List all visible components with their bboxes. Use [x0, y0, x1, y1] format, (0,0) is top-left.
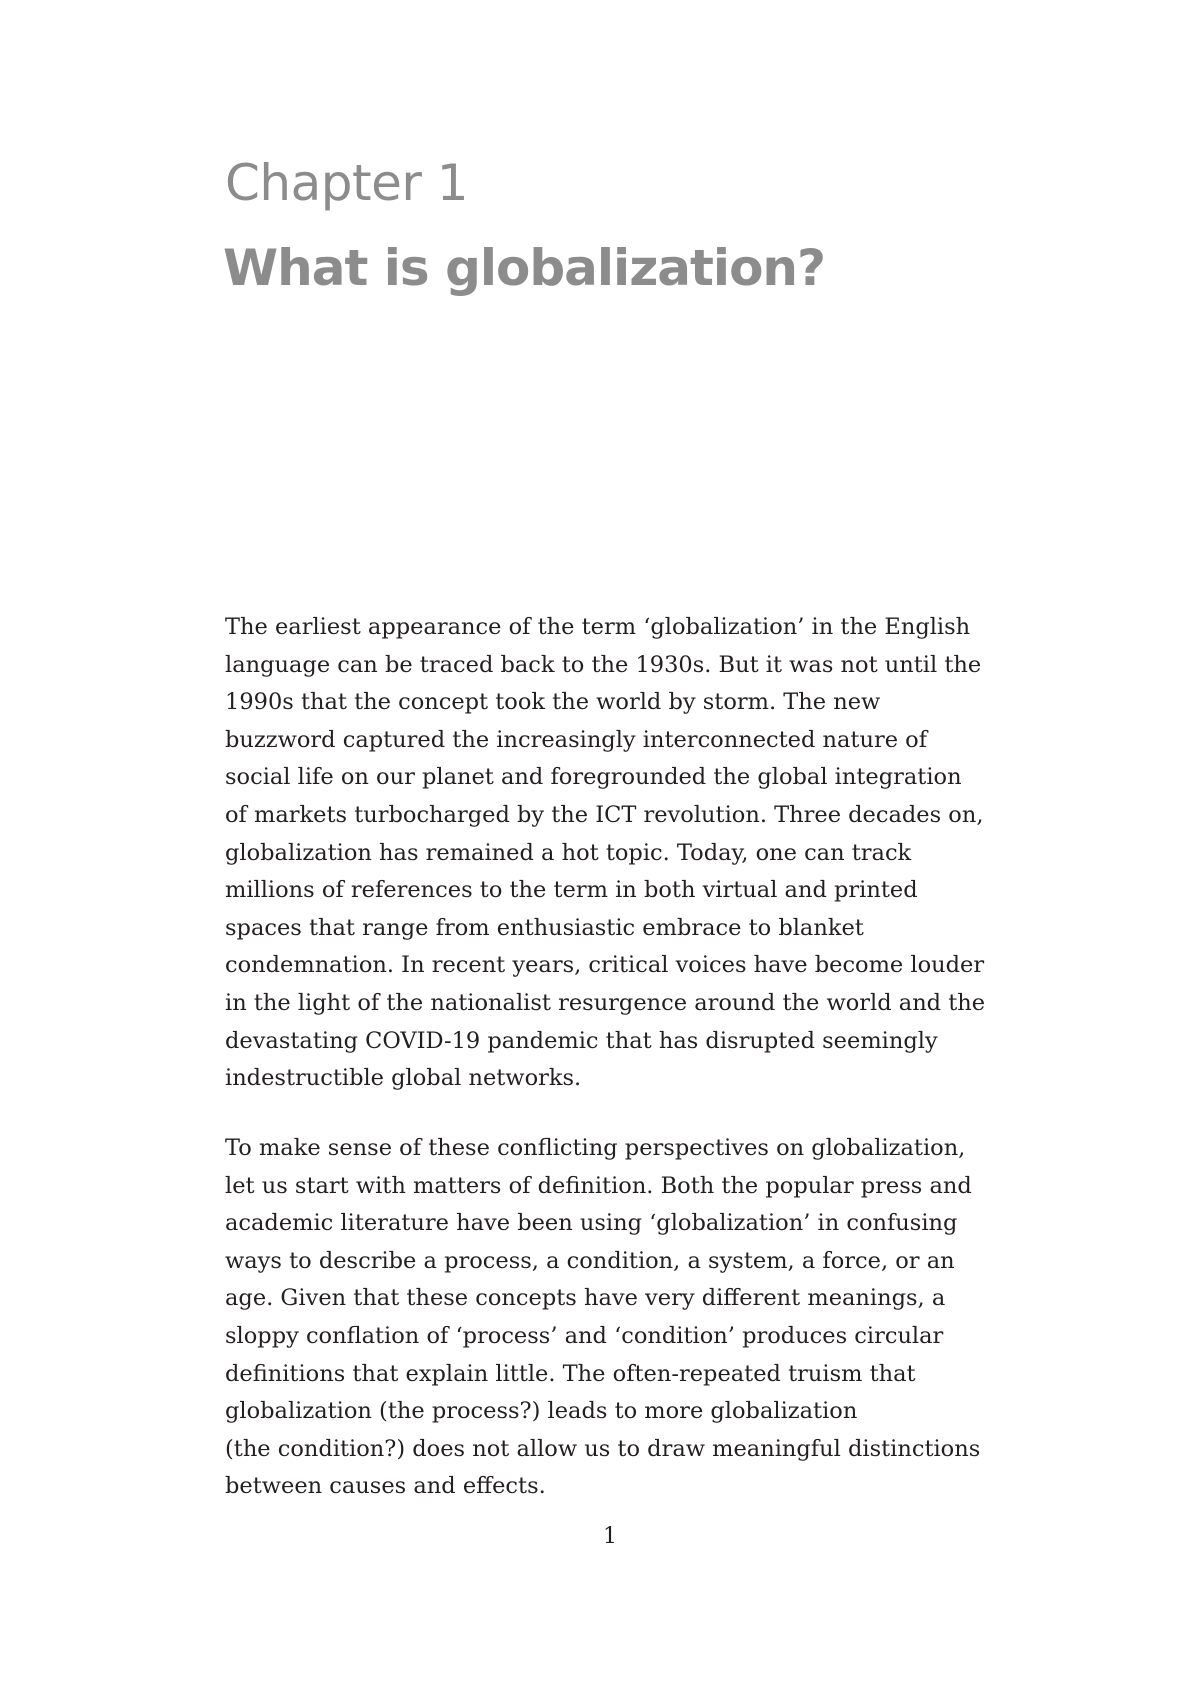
chapter-number: Chapter 1	[225, 154, 469, 212]
body-paragraph: To make sense of these conflicting perspectives on globalization, let us start with matters of definition. Both the popular press and academic literature have been using ‘globalization’ in confusing ways to describe a process, a condition, a system, a force, or an age. Given that these concepts have very different meanings, a sloppy conflation of ‘process’ and ‘condition’ produces circular definitions that explain little. The often-repeated truism that globalization (the process?) leads to more globalization (the condition?) does not allow us to draw meaningful distinctions between causes and effects.	[225, 1135, 981, 1500]
chapter-title: What is globalization?	[223, 239, 826, 297]
page-number: 1	[603, 1524, 617, 1549]
body-paragraph: The earliest appearance of the term ‘globalization’ in the English language can be traced back to the 1930s. But it was not until the 1990s that the concept took the world by storm. The new buzzword captured the increasingly interconnected nature of social life on our planet and foregrounded the global integration of markets turbocharged by the ICT revolution. Three decades on, globalization has remained a hot topic. Today, one can track millions of references to the term in both virtual and printed spaces that range from enthusiastic embrace to blanket condemnation. In recent years, critical voices have become louder in the light of the nationalist resurgence around the world and the devastating COVID-19 pandemic that has disrupted seemingly indestructible global networks.	[225, 614, 986, 1092]
